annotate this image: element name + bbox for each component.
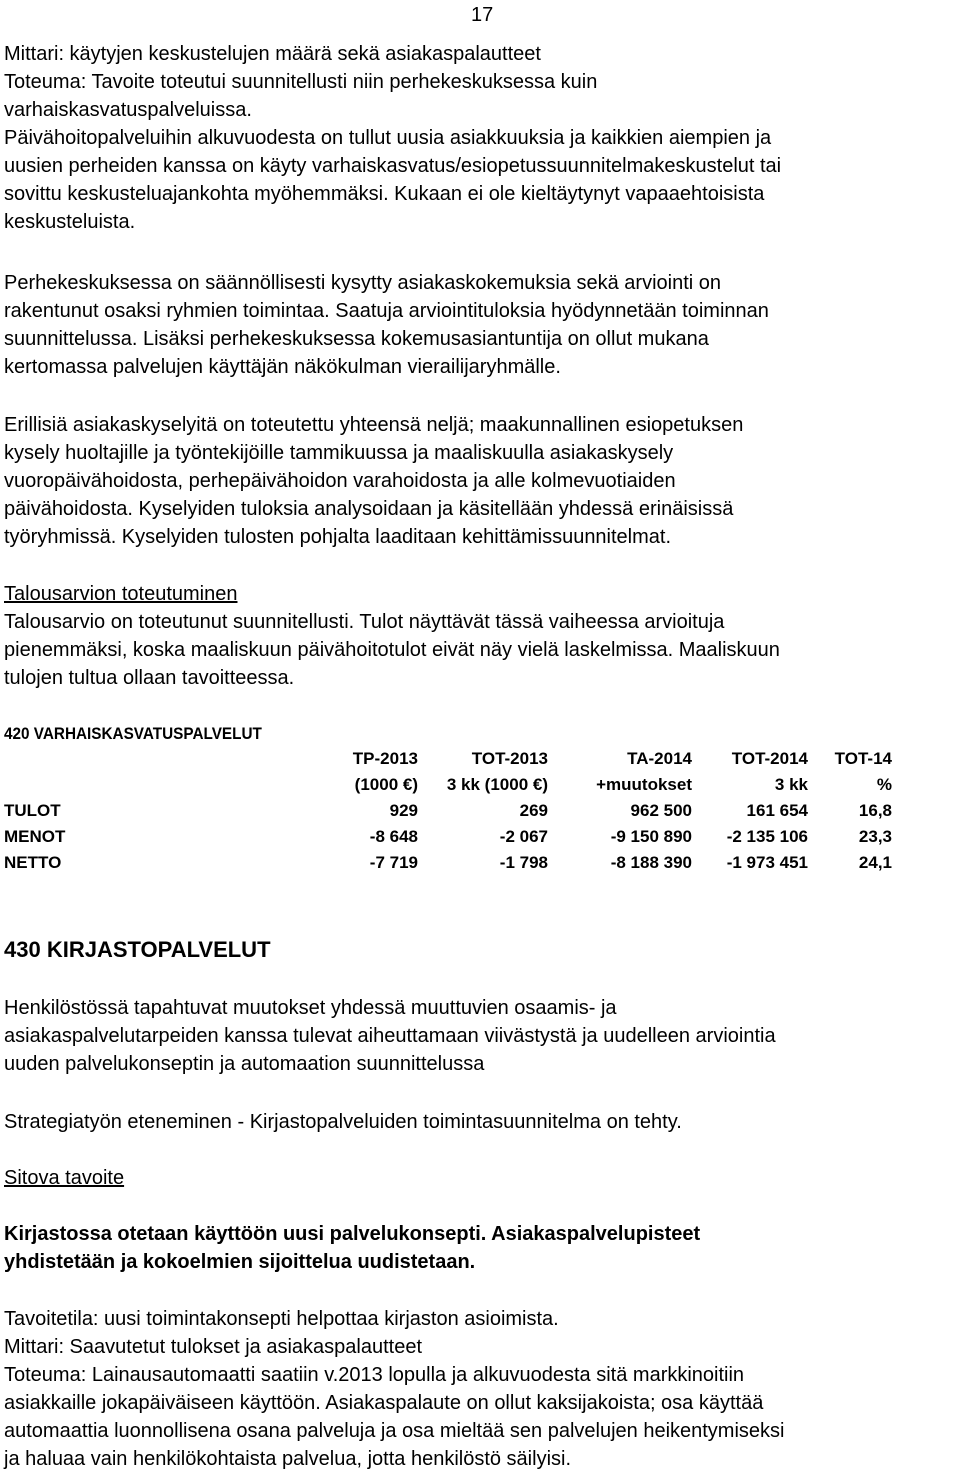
- strategy-paragraph: [4, 1108, 960, 1136]
- text-line: sovittu keskusteluajankohta myöhemmäksi. Kukaan ei ole kieltäytynyt vapaaehtoisista: [4, 183, 765, 205]
- row-label: NETTO: [4, 853, 62, 872]
- survey-paragraph: [4, 411, 960, 551]
- column-header: 3 kk: [774, 775, 808, 794]
- table-cell: 962 500: [630, 801, 692, 820]
- text-line: uuden palvelukonseptin ja automaation suunnittelussa: [4, 1053, 485, 1075]
- column-header: TOT-2014: [731, 749, 808, 768]
- section-heading: 430 KIRJASTOPALVELUT: [4, 937, 271, 962]
- text-line: asiakkaille jokapäiväiseen käyttöön. Asiakaspalaute on ollut kaksijakoista; osa käyttää: [4, 1392, 764, 1414]
- table-cell: -8 188 390: [610, 853, 692, 872]
- table-title: 420 VARHAISKASVATUSPALVELUT: [4, 724, 262, 743]
- text-line: Mittari: Saavutetut tulokset ja asiakaspalautteet: [4, 1336, 423, 1358]
- table-header-row: [4, 746, 894, 772]
- text-line: kysely huoltajille ja työntekijöille tammikuussa ja maaliskuulla asiakaskysely: [4, 442, 674, 464]
- column-header: %: [876, 775, 892, 794]
- budget-heading: Talousarvion toteutuminen: [4, 583, 238, 605]
- binding-goal-paragraph: [4, 1220, 960, 1276]
- text-line: tulojen tultua ollaan tavoitteessa.: [4, 667, 295, 689]
- page-number: 17: [471, 4, 494, 26]
- table-cell: -7 719: [369, 853, 418, 872]
- text-line: Kirjastossa otetaan käyttöön uusi palvelukonsepti. Asiakaspalvelupisteet: [4, 1223, 701, 1245]
- column-header: TA-2014: [627, 749, 692, 768]
- table-cell: 161 654: [746, 801, 808, 820]
- text-line: Talousarvio on toteutunut suunnitellusti. Tulot näyttävät tässä vaiheessa arvioituja: [4, 611, 725, 633]
- column-header: TOT-2013: [471, 749, 548, 768]
- table-cell: -2 135 106: [726, 827, 808, 846]
- text-line: Strategiatyön eteneminen - Kirjastopalveluiden toimintasuunnitelma on tehty.: [4, 1111, 682, 1133]
- table-row: [4, 850, 894, 876]
- library-paragraph: [4, 994, 960, 1078]
- column-header: (1000 €): [354, 775, 418, 794]
- text-line: työryhmissä. Kyselyiden tulosten pohjalta laaditaan kehittämissuunnitelmat.: [4, 526, 672, 548]
- table-cell: 929: [389, 801, 418, 820]
- feedback-paragraph: [4, 269, 960, 381]
- intro-paragraph: [4, 40, 960, 236]
- table-cell: -1 798: [499, 853, 548, 872]
- text-line: uusien perheiden kanssa on käyty varhaiskasvatus/esiopetussuunnitelmakeskustelut tai: [4, 155, 782, 177]
- budget-section: [4, 580, 960, 692]
- text-line: Mittari: käytyjen keskustelujen määrä sekä asiakaspalautteet: [4, 43, 541, 65]
- row-label: TULOT: [4, 801, 61, 820]
- table-row: [4, 798, 894, 824]
- table-cell: 24,1: [858, 853, 892, 872]
- text-line: päivähoidosta. Kyselyiden tuloksia analysoidaan ja käsitellään yhdessä erinäisissä: [4, 498, 734, 520]
- column-header: TOT-14: [834, 749, 892, 768]
- text-line: Henkilöstössä tapahtuvat muutokset yhdessä muuttuvien osaamis- ja: [4, 997, 617, 1019]
- table-cell: -2 067: [499, 827, 548, 846]
- text-line: rakentunut osaksi ryhmien toimintaa. Saatuja arviointituloksia hyödynnetään toiminnan: [4, 300, 769, 322]
- text-line: asiakaspalvelutarpeiden kanssa tulevat aiheuttamaan viivästystä ja uudelleen arviointia: [4, 1025, 776, 1047]
- table-header-row: [4, 772, 894, 798]
- text-line: yhdistetään ja kokoelmien sijoittelua uudistetaan.: [4, 1251, 476, 1273]
- text-line: automaattia luonnollisena osana palveluja ja osa mieltää sen palvelujen heikentymiseksi: [4, 1420, 785, 1442]
- text-line: kertomassa palvelujen käyttäjän näkökulman vierailijaryhmälle.: [4, 356, 561, 378]
- table-cell: 269: [519, 801, 548, 820]
- text-line: Toteuma: Tavoite toteutui suunnitellusti niin perhekeskuksessa kuin: [4, 71, 598, 93]
- text-line: ja haluaa vain henkilökohtaista palvelua, jotta henkilöstö säilyisi.: [4, 1448, 572, 1470]
- table-cell: -8 648: [369, 827, 418, 846]
- table-row: [4, 824, 894, 850]
- result-paragraph: [4, 1305, 960, 1473]
- table-cell: -9 150 890: [610, 827, 692, 846]
- row-label: MENOT: [4, 827, 66, 846]
- text-line: pienemmäksi, koska maaliskuun päivähoitotulot eivät näy vielä laskelmissa. Maaliskuun: [4, 639, 780, 661]
- text-line: Toteuma: Lainausautomaatti saatiin v.2013 lopulla ja alkuvuodesta sitä markkinoitiin: [4, 1364, 745, 1386]
- binding-goal-heading-block: [4, 1164, 960, 1192]
- column-header: TP-2013: [352, 749, 418, 768]
- text-line: Päivähoitopalveluihin alkuvuodesta on tullut uusia asiakkuuksia ja kaikkien aiempien ja: [4, 127, 772, 149]
- text-line: suunnittelussa. Lisäksi perhekeskuksessa kokemusasiantuntija on ollut mukana: [4, 328, 709, 350]
- table-cell: 16,8: [858, 801, 892, 820]
- binding-goal-heading: Sitova tavoite: [4, 1167, 125, 1189]
- text-line: vuoropäivähoidosta, perhepäivähoidon varahoidosta ja alle kolmevuotiaiden: [4, 470, 676, 492]
- text-line: Erillisiä asiakaskyselyitä on toteutettu yhteensä neljä; maakunnallinen esiopetuksen: [4, 414, 744, 436]
- text-line: Perhekeskuksessa on säännöllisesti kysytty asiakaskokemuksia sekä arviointi on: [4, 272, 722, 294]
- column-header: +muutokset: [596, 775, 692, 794]
- table-cell: 23,3: [858, 827, 892, 846]
- text-line: keskusteluista.: [4, 211, 136, 233]
- financial-table: [4, 746, 894, 876]
- text-line: Tavoitetila: uusi toimintakonsepti helpottaa kirjaston asioimista.: [4, 1308, 559, 1330]
- table-cell: -1 973 451: [726, 853, 808, 872]
- column-header: 3 kk (1000 €): [446, 775, 548, 794]
- text-line: varhaiskasvatuspalveluissa.: [4, 99, 252, 121]
